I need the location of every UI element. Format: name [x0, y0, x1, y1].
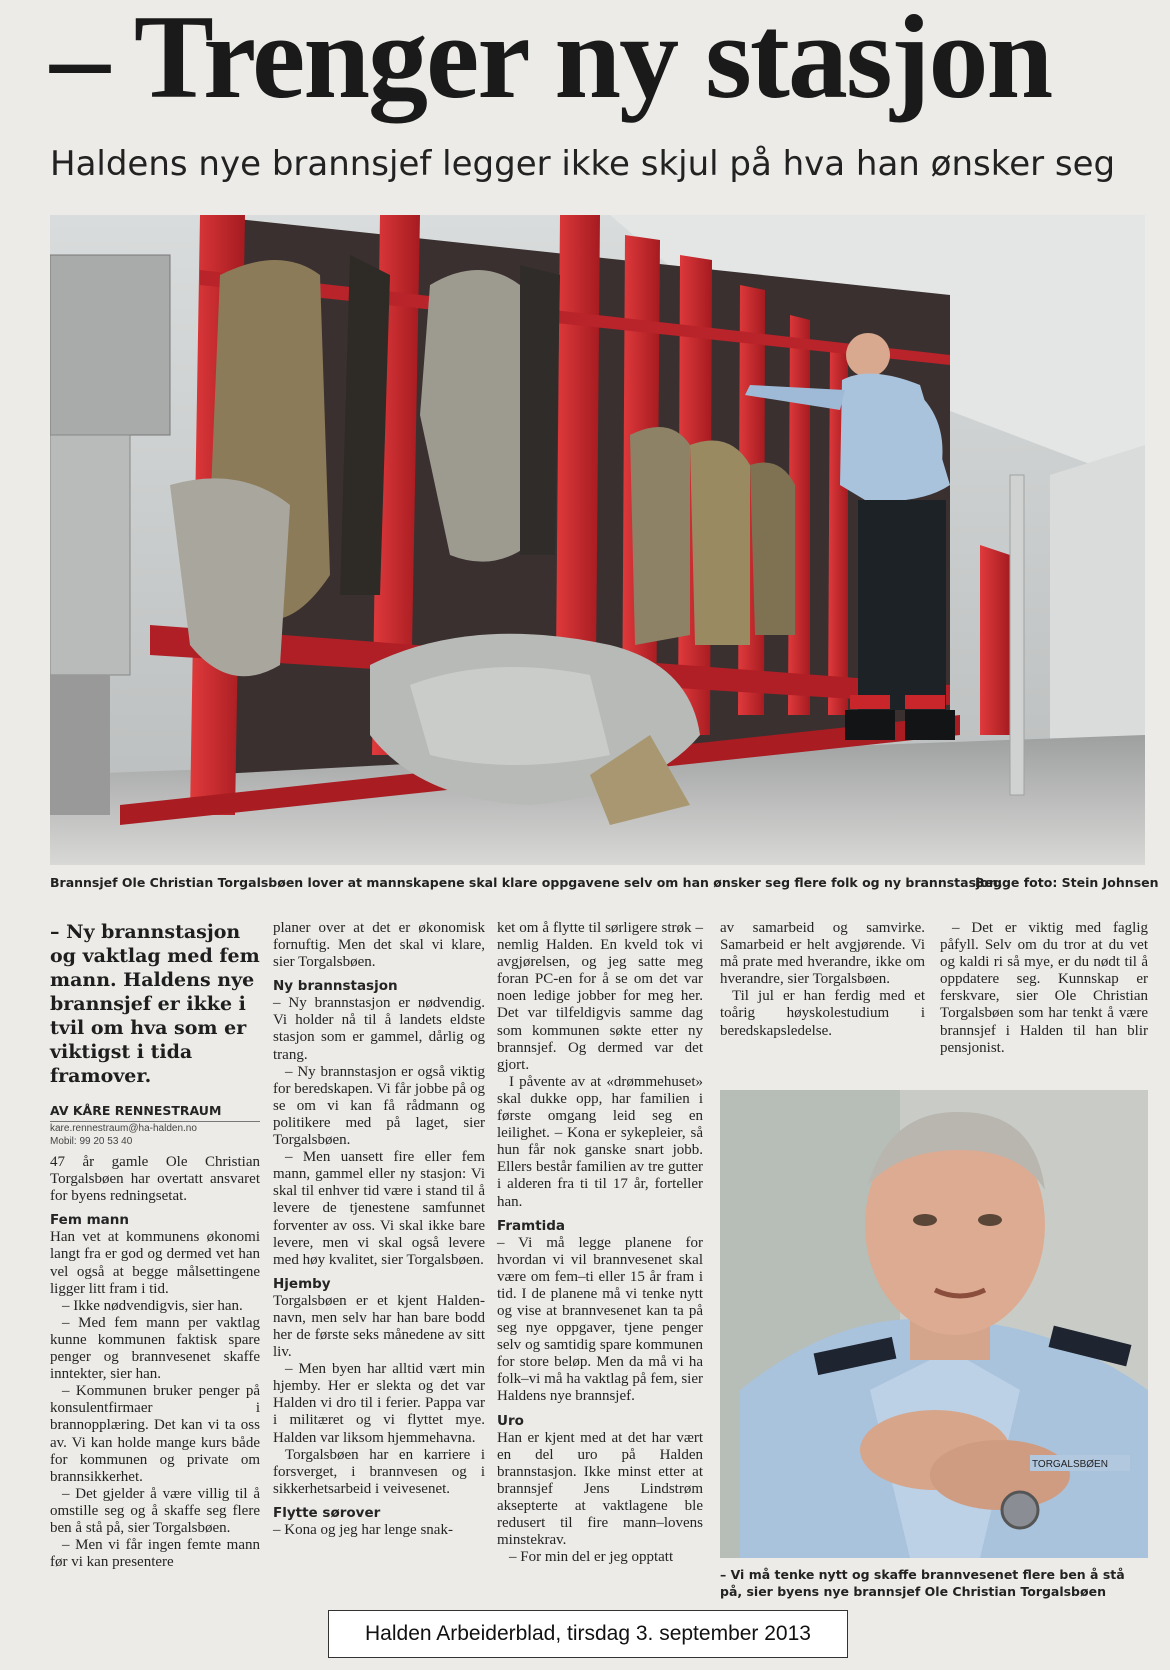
subheading-uro: Uro — [497, 1412, 524, 1429]
subheading-framtida: Framtida — [497, 1217, 566, 1234]
contact-email: kare.rennestraum@ha-halden.no — [50, 1123, 197, 1135]
paragraph: ket om å flytte til sørligere strøk – nemlig Halden. En kveld tok vi avgjørelsen, og jeg satte meg foran PC-en for å se om det var noen ledige jobber for meg her. Det var tilfeldigvis samme dag som kommunen søkte etter ny brannsjef. Og dermed var det gjort. — [497, 920, 703, 1073]
paragraph: 47 år gamle Ole Christian Torgalsbøen har overtatt ansvaret for byens redningsetat. — [50, 1154, 260, 1205]
paragraph: – Kommunen bruker penger på konsulentfirmaer i brannopplæring. Det kan vi ta oss av. Vi kan holde mange kurs både for kommunen og private om brannsikkerhet. — [50, 1383, 260, 1485]
paragraph: – Med fem mann per vaktlag kunne kommunen faktisk spare penger og brannvesenet skaffe inntekter, sier han. — [50, 1314, 260, 1383]
paragraph: – Men vi får ingen femte mann før vi kan presentere — [50, 1537, 260, 1571]
paragraph: – Men byen har alltid vært min hjemby. Her er slekta og det var Halden vi dro til i ferier. Pappa var i militæret og vi flyttet mye. Halden var liksom hjemmehavna. — [273, 1361, 485, 1446]
lead-paragraph: – Ny brannstasjon og vaktlag med fem mann. Haldens nye brannsjef er ikke i tvil om hva som er viktigst i tida framover. — [50, 921, 260, 1087]
column-3 — [497, 920, 703, 1566]
name-tag-text: TORGALSBØEN — [1032, 1459, 1108, 1470]
column-5 — [940, 920, 1148, 1057]
source-label: Halden Arbeiderblad, tirsdag 3. september 2013 — [328, 1610, 848, 1658]
paragraph: Han vet at kommunens økonomi langt fra er god og dermed vet han vel også at begge målsettingene ligger litt fram i tid. — [50, 1229, 260, 1297]
paragraph: Han er kjent med at det har vært en del uro på Halden brannstasjon. Ikke minst etter at brannsjef Jens Lindstrøm aksepterte at vaktlagene ble redusert til fire mann–lovens minstekrav. — [497, 1429, 703, 1549]
paragraph: – Kona og jeg har lenge snak- — [273, 1521, 453, 1538]
subheadline: Haldens nye brannsjef legger ikke skjul på hva han ønsker seg — [50, 144, 1116, 184]
portrait-photo-caption: – Vi må tenke nytt og skaffe brannvesenet flere ben å stå på, sier byens nye brannsjef Ole Christian Torgalsbøen — [720, 1567, 1125, 1599]
column-1 — [50, 920, 260, 1571]
column-2 — [273, 920, 485, 1539]
paragraph: – Ny brannstasjon er også viktig for beredskapen. Vi får jobbe på og se om vi kan få rådmann og politikere med på laget, sier Torgalsbøen. — [273, 1063, 485, 1149]
paragraph: – Ikke nødvendigvis, sier han. — [62, 1297, 243, 1314]
subheading-ny-brannstasjon: Ny brannstasjon — [273, 978, 398, 995]
byline: AV KÅRE RENNESTRAUM — [50, 1102, 260, 1122]
contact-phone: Mobil: 99 20 53 40 — [50, 1136, 133, 1148]
paragraph: – For min del er jeg opptatt — [509, 1549, 674, 1566]
portrait-photo — [720, 1090, 1148, 1558]
paragraph: Torgalsbøen er et kjent Halden-navn, men selv har han bare bodd her de første seks månedene av sitt liv. — [273, 1292, 485, 1361]
subheading-hjemby: Hjemby — [273, 1275, 331, 1292]
main-photo-caption: Brannsjef Ole Christian Torgalsbøen lover at mannskapene skal klare oppgavene selv om han ønsker seg flere folk og ny brannstasjon. — [50, 875, 1003, 890]
paragraph: – Det er viktig med faglig påfyll. Selv om du tror at du vet og kaldi ri så mye, er du nødt til å oppdatere seg. Kunnskap er ferskvare, sier Ole Christian Torgalsbøen som har tenkt å være brannsjef i Halden til han blir pensjonist. — [940, 920, 1148, 1056]
column-4 — [720, 920, 925, 1040]
headline: – Trenger ny stasjon — [50, 0, 1052, 123]
paragraph: planer over at det er økonomisk fornuftig. Men det skal vi klare, sier Torgalsbøen. — [273, 920, 485, 971]
subheading-fem-mann: Fem mann — [50, 1212, 129, 1229]
paragraph: I påvente av at «drømmehuset» skal dukke opp, har familien i første omgang leid seg en leilighet. – Kona er sykepleier, så hun får nok ganske snart jobb. Ellers består familien av tre gutter i alderen fra ti til 17 år, forteller han. — [497, 1073, 703, 1210]
paragraph: – Ny brannstasjon er nødvendig. Vi holder nå til å landets eldste stasjon som er gammel, dårlig og trang. — [273, 995, 485, 1063]
paragraph: – Men uansett fire eller fem mann, gammel eller ny stasjon: Vi skal til enhver tid være i stand til å levere de tjenestene samfunnet forventer av oss. Vi skal ikke bare levere, men vi skal også levere med høy kvalitet, sier Torgalsbøen. — [273, 1149, 485, 1268]
paragraph: Torgalsbøen har en karriere i forsverget, i brannvesen og i sikkerhetsarbeid i veivesenet. — [273, 1446, 485, 1497]
paragraph: – Det gjelder å være villig til å omstille seg og å skaffe seg flere ben å stå på, sier Torgalsbøen. — [50, 1485, 260, 1536]
paragraph: av samarbeid og samvirke. Samarbeid er helt avgjørende. Vi må prate med hverandre, ikke om hverandre, sier Torgalsbøen. — [720, 920, 925, 988]
main-photo — [50, 215, 1145, 865]
photo-credit: Begge foto: Stein Johnsen — [975, 875, 1159, 890]
paragraph: – Vi må legge planene for hvordan vi vil brannvesenet skal være om fem–ti eller 15 år fram i tid. I de planene må vi tenke nytt og vise at brannvesenet kan ta på seg nye oppgaver, tjene penger selv og samtidig spare kommunen for store beløp. Men da må vi ha folk–vi må ha vaktlag på fem, sier Haldens nye brannsjef. — [497, 1234, 703, 1405]
paragraph: Til jul er han ferdig med et toårig høyskolestudium i beredskapsledelse. — [720, 988, 925, 1039]
subheading-flytte-sorover: Flytte sørover — [273, 1504, 381, 1521]
